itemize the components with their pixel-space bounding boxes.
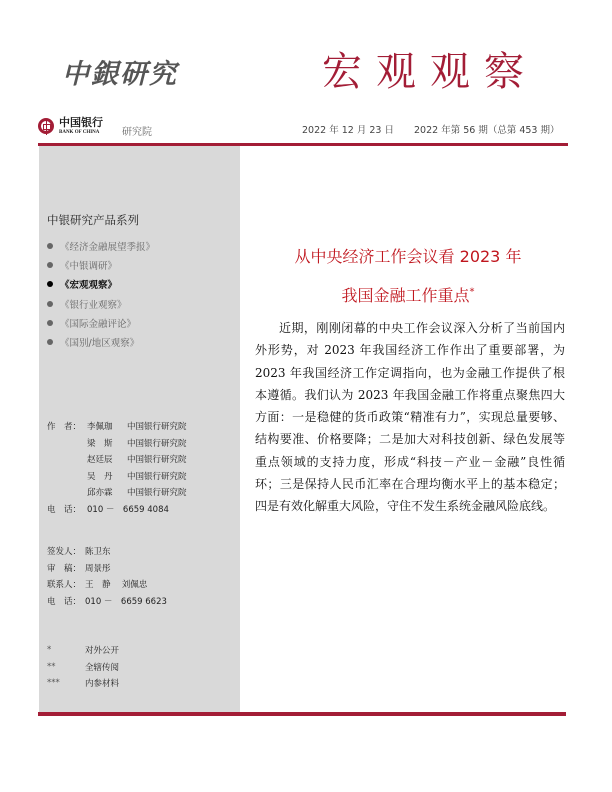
product-item: 《经济金融展望季报》 xyxy=(47,236,155,255)
contact-phone: 010 － 6659 6623 xyxy=(85,596,167,607)
series-title: 宏观观察 xyxy=(322,49,538,95)
product-series-list xyxy=(47,236,155,352)
product-item: 《中银调研》 xyxy=(47,255,155,274)
author-org: 中国银行研究院 xyxy=(127,455,187,466)
classification-legend xyxy=(47,642,119,692)
bank-of-china-logo xyxy=(38,117,103,135)
author-org: 中国银行研究院 xyxy=(127,438,187,449)
article-title-line1: 从中央经济工作会议看 2023 年 xyxy=(294,247,522,266)
star-icon: ** xyxy=(47,661,56,672)
author-org: 中国银行研究院 xyxy=(127,471,187,482)
bullet-icon xyxy=(47,320,53,326)
contacts-block xyxy=(47,543,167,609)
signer-value: 陈卫东 xyxy=(85,547,111,558)
issue-number: 2022 年第 56 期（总第 453 期） xyxy=(414,125,560,136)
product-item: 《国别/地区观察》 xyxy=(47,332,155,351)
contact-label: 联系人： xyxy=(47,580,82,591)
brand-calligraphy-logo: 中銀研究 xyxy=(62,59,178,90)
footer-divider xyxy=(38,712,566,716)
bullet-icon xyxy=(47,339,53,345)
institute-label: 研究院 xyxy=(122,127,152,138)
product-item: 《国际金融评论》 xyxy=(47,313,155,332)
authors-label: 作 者： xyxy=(47,422,82,433)
boc-name-cn: 中国银行 xyxy=(59,116,103,129)
author-phone: 010 － 6659 4084 xyxy=(87,504,169,515)
bullet-icon xyxy=(47,281,53,287)
classification-label: 对外公开 xyxy=(85,646,120,657)
bullet-icon xyxy=(47,301,53,307)
article-abstract: 近期，刚刚闭幕的中央工作会议深入分析了当前国内外形势，对 2023 年我国经济工作作出了重要部署，为 2023 年我国经济工作定调指向，也为金融工作提供了根本遵循。我们认为 2023 年我国金融工作将重点聚焦四大方面：一是稳健的货币政策“精准有力”，实现总量要够、结构要准、价格要降；二是加大对科技创新、绿色发展等重点领域的支持力度，形成“科技－产业－金融”良性循环；三是保持人民币汇率在合理均衡水平上的基本稳定；四是有效化解重大风险，守住不发生系统金融风险底线。 xyxy=(255,321,565,514)
author-name: 吴 丹 xyxy=(87,471,113,482)
author-name: 李佩珈 xyxy=(87,422,113,433)
phone-label: 电 话： xyxy=(47,504,82,515)
reviewer-label: 审 稿： xyxy=(47,563,82,574)
article-title-line2: 我国金融工作重点* xyxy=(341,286,475,305)
reviewer-value: 周景彤 xyxy=(85,563,111,574)
product-item-active: 《宏观观察》 xyxy=(47,275,155,294)
boc-logo-icon xyxy=(38,118,54,134)
contact-value: 王 静 刘佩忠 xyxy=(85,580,148,591)
bullet-icon xyxy=(47,243,53,249)
phone-label: 电 话： xyxy=(47,596,82,607)
boc-name-en: BANK OF CHINA xyxy=(59,130,100,135)
authors-block xyxy=(47,418,187,517)
classification-label: 全辖传阅 xyxy=(85,662,120,673)
author-name: 邱亦霖 xyxy=(87,488,113,499)
author-name: 梁 斯 xyxy=(87,438,113,449)
author-name: 赵廷辰 xyxy=(87,455,113,466)
star-icon: *** xyxy=(47,678,60,689)
author-org: 中国银行研究院 xyxy=(127,422,187,433)
product-item: 《银行业观察》 xyxy=(47,294,155,313)
bullet-icon xyxy=(47,262,53,268)
classification-label: 内参材料 xyxy=(85,679,120,690)
publish-date: 2022 年 12 月 23 日 xyxy=(302,125,394,136)
star-icon: * xyxy=(47,645,52,656)
author-org: 中国银行研究院 xyxy=(127,488,187,499)
footnote-mark: * xyxy=(469,286,475,298)
product-series-title: 中银研究产品系列 xyxy=(47,213,139,227)
signer-label: 签发人： xyxy=(47,547,82,558)
